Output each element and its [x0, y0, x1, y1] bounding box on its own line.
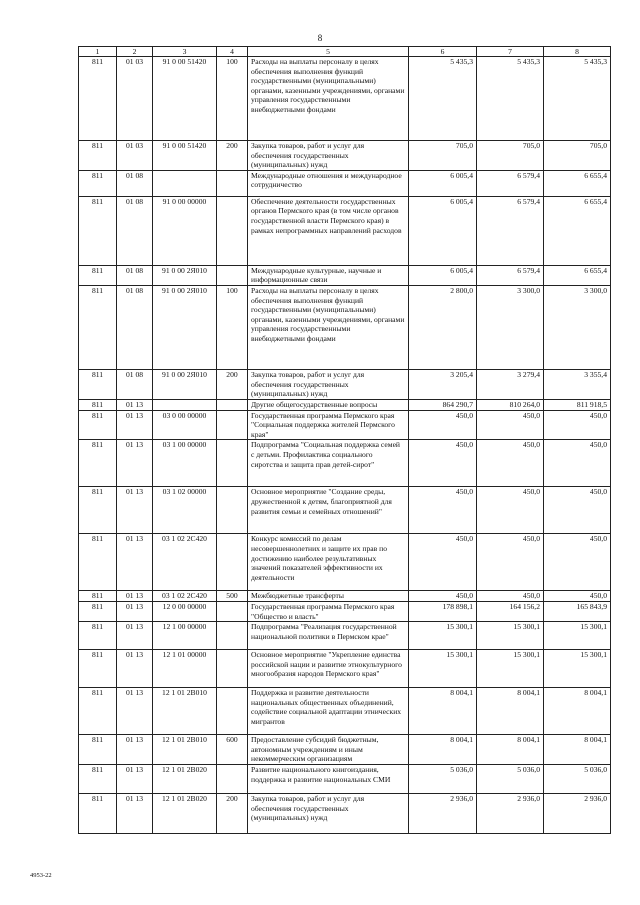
cell-amount-year3: 5 435,3	[544, 57, 611, 141]
cell-expense-type	[217, 170, 248, 196]
cell-amount-year3: 2 936,0	[544, 794, 611, 834]
cell-amount-year1: 178 898,1	[409, 601, 477, 621]
cell-amount-year3: 5 036,0	[544, 765, 611, 794]
cell-ved: 811	[79, 601, 117, 621]
header-cell: 6	[409, 47, 477, 57]
cell-ved: 811	[79, 765, 117, 794]
cell-target-article: 03 0 00 00000	[153, 410, 217, 440]
cell-target-article: 03 1 02 2С420	[153, 591, 217, 602]
cell-target-article: 91 0 00 2Я010	[153, 285, 217, 369]
cell-section: 01 13	[117, 487, 153, 534]
cell-amount-year1: 2 800,0	[409, 285, 477, 369]
cell-expense-type: 100	[217, 57, 248, 141]
cell-amount-year2: 705,0	[477, 141, 544, 171]
cell-amount-year3: 450,0	[544, 440, 611, 487]
cell-name: Закупка товаров, работ и услуг для обеспечения государственных (муниципальных) нужд	[248, 794, 409, 834]
cell-section: 01 13	[117, 601, 153, 621]
header-cell: 7	[477, 47, 544, 57]
cell-ved: 811	[79, 688, 117, 735]
cell-amount-year2: 450,0	[477, 487, 544, 534]
cell-amount-year1: 15 300,1	[409, 650, 477, 688]
cell-section: 01 13	[117, 534, 153, 591]
cell-section: 01 08	[117, 170, 153, 196]
cell-target-article: 91 0 00 2Я010	[153, 369, 217, 399]
cell-expense-type: 500	[217, 591, 248, 602]
cell-amount-year1: 6 005,4	[409, 170, 477, 196]
header-cell: 1	[79, 47, 117, 57]
table-row	[79, 650, 611, 688]
cell-target-article: 03 1 02 00000	[153, 487, 217, 534]
cell-amount-year3: 6 655,4	[544, 170, 611, 196]
cell-ved: 811	[79, 440, 117, 487]
cell-ved: 811	[79, 410, 117, 440]
cell-ved: 811	[79, 794, 117, 834]
cell-name: Подпрограмма "Реализация государственной национальной политики в Пермском крае"	[248, 622, 409, 650]
cell-target-article: 91 0 00 2Я010	[153, 265, 217, 285]
cell-section: 01 13	[117, 735, 153, 765]
cell-amount-year1: 8 004,1	[409, 735, 477, 765]
cell-ved: 811	[79, 622, 117, 650]
table-row	[79, 534, 611, 591]
cell-name: Основное мероприятие "Создание среды, дружественной к детям, благоприятной для развития семьи и семейных отношений"	[248, 487, 409, 534]
cell-amount-year2: 450,0	[477, 440, 544, 487]
cell-target-article	[153, 399, 217, 410]
cell-name: Развитие национального книгоиздания, поддержка и развитие национальных СМИ	[248, 765, 409, 794]
cell-section: 01 13	[117, 765, 153, 794]
cell-amount-year1: 15 300,1	[409, 622, 477, 650]
cell-amount-year2: 15 300,1	[477, 650, 544, 688]
cell-amount-year2: 6 579,4	[477, 170, 544, 196]
cell-target-article: 91 0 00 51420	[153, 141, 217, 171]
cell-amount-year2: 8 004,1	[477, 688, 544, 735]
cell-amount-year3: 811 918,5	[544, 399, 611, 410]
cell-expense-type: 100	[217, 285, 248, 369]
cell-amount-year3: 705,0	[544, 141, 611, 171]
cell-ved: 811	[79, 170, 117, 196]
cell-section: 01 03	[117, 57, 153, 141]
cell-ved: 811	[79, 57, 117, 141]
cell-amount-year2: 3 279,4	[477, 369, 544, 399]
cell-ved: 811	[79, 285, 117, 369]
table-row	[79, 487, 611, 534]
cell-amount-year1: 450,0	[409, 591, 477, 602]
cell-expense-type	[217, 265, 248, 285]
cell-section: 01 08	[117, 285, 153, 369]
cell-amount-year2: 15 300,1	[477, 622, 544, 650]
table-row	[79, 170, 611, 196]
cell-section: 01 13	[117, 622, 153, 650]
cell-amount-year2: 5 435,3	[477, 57, 544, 141]
cell-amount-year2: 450,0	[477, 410, 544, 440]
cell-amount-year1: 450,0	[409, 410, 477, 440]
cell-ved: 811	[79, 534, 117, 591]
cell-amount-year3: 3 355,4	[544, 369, 611, 399]
table-row	[79, 265, 611, 285]
cell-amount-year3: 15 300,1	[544, 650, 611, 688]
cell-name: Основное мероприятие "Укрепление единства российской нации и развитие этнокультурного многообразия народов Пермского края"	[248, 650, 409, 688]
cell-section: 01 13	[117, 688, 153, 735]
cell-name: Другие общегосударственные вопросы	[248, 399, 409, 410]
cell-name: Закупка товаров, работ и услуг для обеспечения государственных (муниципальных) нужд	[248, 141, 409, 171]
cell-section: 01 13	[117, 440, 153, 487]
table-row	[79, 410, 611, 440]
cell-target-article	[153, 170, 217, 196]
cell-name: Межбюджетные трансферты	[248, 591, 409, 602]
cell-amount-year2: 2 936,0	[477, 794, 544, 834]
header-cell: 4	[217, 47, 248, 57]
cell-target-article: 12 1 01 2В020	[153, 794, 217, 834]
cell-name: Государственная программа Пермского края "Социальная поддержка жителей Пермского края"	[248, 410, 409, 440]
cell-expense-type	[217, 196, 248, 265]
cell-target-article: 91 0 00 00000	[153, 196, 217, 265]
header-cell: 5	[248, 47, 409, 57]
header-row	[79, 47, 611, 57]
cell-amount-year3: 450,0	[544, 534, 611, 591]
cell-amount-year3: 3 300,0	[544, 285, 611, 369]
cell-amount-year3: 450,0	[544, 591, 611, 602]
table-row	[79, 285, 611, 369]
cell-section: 01 08	[117, 196, 153, 265]
cell-ved: 811	[79, 196, 117, 265]
header-cell: 8	[544, 47, 611, 57]
table-row	[79, 765, 611, 794]
cell-ved: 811	[79, 735, 117, 765]
cell-amount-year1: 450,0	[409, 534, 477, 591]
cell-ved: 811	[79, 650, 117, 688]
table-row	[79, 399, 611, 410]
table-row	[79, 591, 611, 602]
cell-ved: 811	[79, 591, 117, 602]
cell-expense-type: 200	[217, 141, 248, 171]
cell-target-article: 12 1 00 00000	[153, 622, 217, 650]
cell-amount-year3: 6 655,4	[544, 196, 611, 265]
cell-expense-type	[217, 650, 248, 688]
cell-amount-year1: 450,0	[409, 487, 477, 534]
cell-section: 01 13	[117, 410, 153, 440]
cell-name: Расходы на выплаты персоналу в целях обеспечения выполнения функций государственными (муниципальными) органами, казенными учреждениями, органами управления государственными внебюджетными фондами	[248, 57, 409, 141]
cell-expense-type	[217, 534, 248, 591]
cell-amount-year1: 5 435,3	[409, 57, 477, 141]
cell-amount-year1: 8 004,1	[409, 688, 477, 735]
cell-section: 01 08	[117, 369, 153, 399]
cell-name: Конкурс комиссий по делам несовершеннолетних и защите их прав по достижению наиболее результативных значений показателей эффективности их деятельности	[248, 534, 409, 591]
cell-amount-year1: 6 005,4	[409, 265, 477, 285]
cell-ved: 811	[79, 265, 117, 285]
cell-section: 01 03	[117, 141, 153, 171]
footer-code: 4953-22	[30, 872, 52, 879]
cell-name: Международные отношения и международное сотрудничество	[248, 170, 409, 196]
cell-expense-type	[217, 410, 248, 440]
header-cell: 3	[153, 47, 217, 57]
cell-amount-year3: 6 655,4	[544, 265, 611, 285]
cell-section: 01 13	[117, 650, 153, 688]
cell-expense-type: 600	[217, 735, 248, 765]
cell-amount-year3: 165 843,9	[544, 601, 611, 621]
budget-table	[78, 46, 611, 834]
cell-ved: 811	[79, 141, 117, 171]
header-cell: 2	[117, 47, 153, 57]
cell-amount-year2: 6 579,4	[477, 265, 544, 285]
cell-section: 01 13	[117, 591, 153, 602]
cell-target-article: 12 1 01 2В010	[153, 735, 217, 765]
cell-amount-year2: 5 036,0	[477, 765, 544, 794]
cell-amount-year2: 450,0	[477, 534, 544, 591]
cell-expense-type	[217, 688, 248, 735]
cell-target-article: 03 1 00 00000	[153, 440, 217, 487]
cell-amount-year2: 164 156,2	[477, 601, 544, 621]
cell-ved: 811	[79, 399, 117, 410]
cell-expense-type	[217, 440, 248, 487]
table-row	[79, 440, 611, 487]
cell-expense-type	[217, 399, 248, 410]
table-row	[79, 622, 611, 650]
cell-expense-type	[217, 622, 248, 650]
cell-amount-year1: 705,0	[409, 141, 477, 171]
cell-target-article: 12 1 01 2В020	[153, 765, 217, 794]
cell-target-article: 12 1 01 00000	[153, 650, 217, 688]
cell-amount-year2: 810 264,0	[477, 399, 544, 410]
cell-expense-type	[217, 765, 248, 794]
table-row	[79, 369, 611, 399]
table-row	[79, 735, 611, 765]
cell-name: Поддержка и развитие деятельности национальных общественных объединений, содействие социальной адаптации этнических мигрантов	[248, 688, 409, 735]
cell-amount-year1: 3 205,4	[409, 369, 477, 399]
cell-amount-year3: 15 300,1	[544, 622, 611, 650]
cell-ved: 811	[79, 369, 117, 399]
cell-target-article: 03 1 02 2С420	[153, 534, 217, 591]
cell-amount-year2: 3 300,0	[477, 285, 544, 369]
cell-amount-year3: 8 004,1	[544, 735, 611, 765]
cell-expense-type: 200	[217, 794, 248, 834]
cell-amount-year1: 864 290,7	[409, 399, 477, 410]
cell-section: 01 13	[117, 399, 153, 410]
cell-amount-year1: 6 005,4	[409, 196, 477, 265]
cell-section: 01 08	[117, 265, 153, 285]
table-row	[79, 794, 611, 834]
cell-amount-year1: 2 936,0	[409, 794, 477, 834]
table-row	[79, 601, 611, 621]
cell-name: Расходы на выплаты персоналу в целях обеспечения выполнения функций государственными (муниципальными) органами, казенными учреждениями, органами управления государственными внебюджетными фондами	[248, 285, 409, 369]
cell-name: Обеспечение деятельности государственных органов Пермского края (в том числе органов государственной власти Пермского края) в рамках непрограммных направлений расходов	[248, 196, 409, 265]
cell-target-article: 91 0 00 51420	[153, 57, 217, 141]
cell-amount-year3: 450,0	[544, 487, 611, 534]
table-row	[79, 688, 611, 735]
cell-expense-type	[217, 487, 248, 534]
cell-section: 01 13	[117, 794, 153, 834]
cell-name: Закупка товаров, работ и услуг для обеспечения государственных (муниципальных) нужд	[248, 369, 409, 399]
cell-amount-year1: 5 036,0	[409, 765, 477, 794]
table-row	[79, 57, 611, 141]
page-number: 8	[317, 33, 323, 43]
cell-expense-type	[217, 601, 248, 621]
cell-name: Международные культурные, научные и информационные связи	[248, 265, 409, 285]
cell-name: Государственная программа Пермского края "Общество и власть"	[248, 601, 409, 621]
cell-name: Предоставление субсидий бюджетным, автономным учреждениям и иным некоммерческим организациям	[248, 735, 409, 765]
table-row	[79, 196, 611, 265]
cell-target-article: 12 1 01 2В010	[153, 688, 217, 735]
cell-amount-year2: 6 579,4	[477, 196, 544, 265]
cell-ved: 811	[79, 487, 117, 534]
cell-name: Подпрограмма "Социальная поддержка семей с детьми. Профилактика социального сиротства и защита прав детей-сирот"	[248, 440, 409, 487]
table-row	[79, 141, 611, 171]
cell-amount-year2: 450,0	[477, 591, 544, 602]
cell-amount-year3: 450,0	[544, 410, 611, 440]
cell-expense-type: 200	[217, 369, 248, 399]
cell-amount-year3: 8 004,1	[544, 688, 611, 735]
cell-amount-year1: 450,0	[409, 440, 477, 487]
cell-amount-year2: 8 004,1	[477, 735, 544, 765]
cell-target-article: 12 0 00 00000	[153, 601, 217, 621]
